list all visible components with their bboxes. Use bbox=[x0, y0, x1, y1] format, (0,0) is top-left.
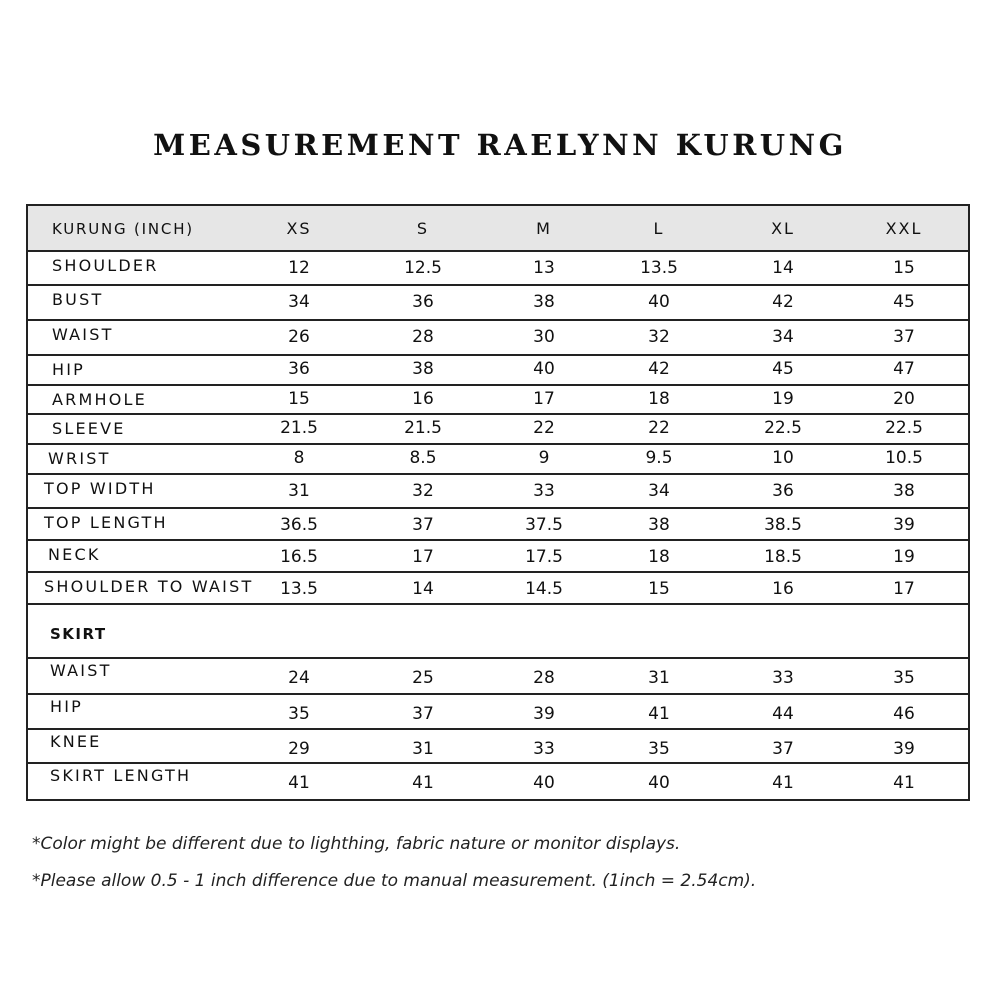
cell-value: 40 bbox=[533, 359, 555, 379]
cell-value: 40 bbox=[648, 773, 670, 793]
size-chart-table bbox=[26, 204, 970, 801]
size-header-xl: XL bbox=[771, 219, 795, 238]
size-header-l: L bbox=[653, 219, 665, 238]
table-row bbox=[28, 728, 968, 762]
cell-value: 35 bbox=[648, 739, 670, 759]
row-label: TOP LENGTH bbox=[44, 513, 168, 532]
size-header-xxl: XXL bbox=[885, 219, 923, 238]
cell-value: 8 bbox=[293, 448, 305, 468]
cell-value: 41 bbox=[288, 773, 310, 793]
row-label: KNEE bbox=[50, 732, 102, 751]
row-label: WRIST bbox=[48, 449, 111, 468]
cell-value: 16.5 bbox=[280, 547, 318, 567]
cell-value: 38 bbox=[648, 515, 670, 535]
cell-value: 17.5 bbox=[525, 547, 563, 567]
section-heading-skirt: SKIRT bbox=[50, 625, 107, 643]
cell-value: 22.5 bbox=[764, 418, 802, 438]
cell-value: 9.5 bbox=[645, 448, 673, 468]
cell-value: 42 bbox=[648, 359, 670, 379]
cell-value: 16 bbox=[412, 389, 434, 409]
table-header-row bbox=[28, 206, 968, 250]
cell-value: 37 bbox=[772, 739, 794, 759]
cell-value: 25 bbox=[412, 668, 434, 688]
cell-value: 17 bbox=[412, 547, 434, 567]
cell-value: 42 bbox=[772, 292, 794, 312]
table-row bbox=[28, 507, 968, 539]
cell-value: 37 bbox=[412, 515, 434, 535]
cell-value: 18 bbox=[648, 547, 670, 567]
cell-value: 41 bbox=[893, 773, 915, 793]
cell-value: 15 bbox=[288, 389, 310, 409]
cell-value: 24 bbox=[288, 668, 310, 688]
cell-value: 34 bbox=[648, 481, 670, 501]
table-row bbox=[28, 443, 968, 473]
cell-value: 33 bbox=[772, 668, 794, 688]
row-label: BUST bbox=[52, 290, 104, 309]
cell-value: 15 bbox=[893, 258, 915, 278]
skirt-section-row bbox=[28, 603, 968, 657]
cell-value: 13.5 bbox=[280, 579, 318, 599]
cell-value: 45 bbox=[893, 292, 915, 312]
cell-value: 21.5 bbox=[280, 418, 318, 438]
cell-value: 15 bbox=[648, 579, 670, 599]
table-row bbox=[28, 250, 968, 284]
cell-value: 32 bbox=[412, 481, 434, 501]
cell-value: 40 bbox=[533, 773, 555, 793]
table-row bbox=[28, 473, 968, 507]
table-row bbox=[28, 284, 968, 319]
size-header-s: S bbox=[416, 219, 430, 238]
cell-value: 29 bbox=[288, 739, 310, 759]
cell-value: 39 bbox=[893, 515, 915, 535]
cell-value: 28 bbox=[412, 327, 434, 347]
row-label: SKIRT LENGTH bbox=[50, 766, 192, 785]
row-label: HIP bbox=[50, 697, 83, 716]
cell-value: 38 bbox=[533, 292, 555, 312]
cell-value: 37 bbox=[412, 704, 434, 724]
cell-value: 32 bbox=[648, 327, 670, 347]
cell-value: 31 bbox=[412, 739, 434, 759]
cell-value: 21.5 bbox=[404, 418, 442, 438]
cell-value: 10 bbox=[772, 448, 794, 468]
cell-value: 35 bbox=[893, 668, 915, 688]
cell-value: 13 bbox=[533, 258, 555, 278]
cell-value: 36.5 bbox=[280, 515, 318, 535]
cell-value: 41 bbox=[412, 773, 434, 793]
table-row bbox=[28, 571, 968, 603]
cell-value: 41 bbox=[772, 773, 794, 793]
table-row bbox=[28, 657, 968, 693]
cell-value: 37 bbox=[893, 327, 915, 347]
cell-value: 12.5 bbox=[404, 258, 442, 278]
cell-value: 26 bbox=[288, 327, 310, 347]
cell-value: 37.5 bbox=[525, 515, 563, 535]
row-label: WAIST bbox=[50, 661, 112, 680]
cell-value: 35 bbox=[288, 704, 310, 724]
cell-value: 14.5 bbox=[525, 579, 563, 599]
row-label: WAIST bbox=[52, 325, 114, 344]
cell-value: 22 bbox=[533, 418, 555, 438]
row-label: SLEEVE bbox=[52, 419, 126, 438]
cell-value: 19 bbox=[772, 389, 794, 409]
cell-value: 17 bbox=[533, 389, 555, 409]
row-label: SHOULDER bbox=[52, 256, 159, 275]
row-label: HIP bbox=[52, 360, 85, 379]
note-measurement: *Please allow 0.5 - 1 inch difference due to manual measurement. (1inch = 2.54cm). bbox=[32, 871, 757, 891]
cell-value: 20 bbox=[893, 389, 915, 409]
cell-value: 34 bbox=[772, 327, 794, 347]
cell-value: 28 bbox=[533, 668, 555, 688]
cell-value: 31 bbox=[288, 481, 310, 501]
cell-value: 38 bbox=[412, 359, 434, 379]
cell-value: 38 bbox=[893, 481, 915, 501]
row-label: TOP WIDTH bbox=[44, 479, 156, 498]
cell-value: 39 bbox=[893, 739, 915, 759]
cell-value: 44 bbox=[772, 704, 794, 724]
table-row bbox=[28, 762, 968, 799]
cell-value: 13.5 bbox=[640, 258, 678, 278]
cell-value: 19 bbox=[893, 547, 915, 567]
note-color: *Color might be different due to lighthing, fabric nature or monitor displays. bbox=[32, 834, 681, 854]
cell-value: 45 bbox=[772, 359, 794, 379]
cell-value: 18.5 bbox=[764, 547, 802, 567]
cell-value: 8.5 bbox=[409, 448, 437, 468]
size-header-m: M bbox=[536, 219, 552, 238]
cell-value: 16 bbox=[772, 579, 794, 599]
table-row bbox=[28, 354, 968, 384]
row-label: ARMHOLE bbox=[52, 390, 147, 409]
cell-value: 18 bbox=[648, 389, 670, 409]
header-label: KURUNG (INCH) bbox=[52, 220, 194, 238]
cell-value: 39 bbox=[533, 704, 555, 724]
cell-value: 22 bbox=[648, 418, 670, 438]
cell-value: 33 bbox=[533, 481, 555, 501]
size-header-xs: XS bbox=[286, 219, 312, 238]
cell-value: 36 bbox=[412, 292, 434, 312]
cell-value: 40 bbox=[648, 292, 670, 312]
table-row bbox=[28, 539, 968, 571]
cell-value: 31 bbox=[648, 668, 670, 688]
cell-value: 14 bbox=[772, 258, 794, 278]
cell-value: 47 bbox=[893, 359, 915, 379]
cell-value: 46 bbox=[893, 704, 915, 724]
page-title: MEASUREMENT RAELYNN KURUNG bbox=[153, 128, 847, 162]
row-label: NECK bbox=[48, 545, 101, 564]
table-row bbox=[28, 319, 968, 354]
table-row bbox=[28, 693, 968, 728]
cell-value: 14 bbox=[412, 579, 434, 599]
cell-value: 30 bbox=[533, 327, 555, 347]
cell-value: 38.5 bbox=[764, 515, 802, 535]
cell-value: 36 bbox=[772, 481, 794, 501]
cell-value: 33 bbox=[533, 739, 555, 759]
cell-value: 12 bbox=[288, 258, 310, 278]
cell-value: 34 bbox=[288, 292, 310, 312]
cell-value: 9 bbox=[538, 448, 550, 468]
table-row bbox=[28, 413, 968, 443]
cell-value: 41 bbox=[648, 704, 670, 724]
cell-value: 17 bbox=[893, 579, 915, 599]
table-row bbox=[28, 384, 968, 413]
row-label: SHOULDER TO WAIST bbox=[44, 577, 254, 596]
cell-value: 36 bbox=[288, 359, 310, 379]
cell-value: 10.5 bbox=[885, 448, 923, 468]
cell-value: 22.5 bbox=[885, 418, 923, 438]
